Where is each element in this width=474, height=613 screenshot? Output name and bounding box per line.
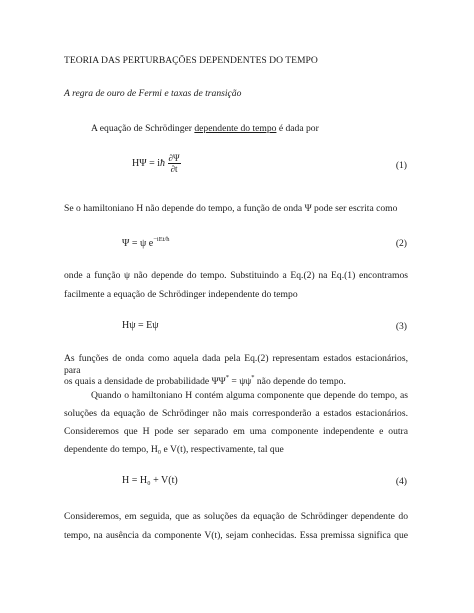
p4-before: os quais a densidade de probabilidade	[64, 376, 212, 387]
paragraph-1-after: é dada por	[276, 123, 319, 134]
eq1-lhs: HΨ = i	[132, 157, 161, 169]
p4-eq: = ψψ	[229, 376, 252, 387]
p4-star-2: *	[251, 374, 255, 381]
eq1-hbar: ħ	[160, 157, 166, 169]
p4-after: não depende do tempo.	[254, 376, 346, 387]
eq1-denominator: ∂t	[170, 164, 178, 174]
paragraph-3-line-2: facilmente a equação de Schrödinger independente do tempo	[64, 289, 298, 300]
paragraph-6-line-2: tempo, na ausência da componente V(t), sejam conhecidas. Essa premissa significa que	[64, 530, 408, 541]
paragraph-3-line-1: onde a função ψ não depende do tempo. Substituindo a Eq.(2) na Eq.(1) encontramos	[64, 270, 408, 281]
eq4-number: (4)	[395, 476, 407, 487]
equation-1	[132, 153, 181, 174]
subsection-title: A regra de ouro de Fermi e taxas de transição	[64, 88, 242, 99]
p4-star: *	[225, 374, 230, 381]
eq1-fraction	[168, 153, 181, 174]
section-title: TEORIA DAS PERTURBAÇÕES DEPENDENTES DO TEMPO	[64, 55, 318, 66]
paragraph-2: Se o hamiltoniano H não depende do tempo, a função de onda Ψ pode ser escrita como	[64, 203, 398, 214]
paragraph-4-line-2	[64, 372, 346, 388]
paragraph-5-line-1: Quando o hamiltoniano H contém alguma componente que depende do tempo, as	[91, 390, 408, 401]
eq2-number: (2)	[395, 238, 407, 249]
paragraph-1	[91, 123, 319, 135]
eq1-numerator: ∂Ψ	[168, 153, 180, 163]
paragraph-5-line-3: Consideremos que H pode ser separado em uma componente independente e outra	[64, 426, 408, 437]
equation-2	[122, 236, 170, 249]
eq1-number: (1)	[395, 160, 407, 171]
paragraph-5-line-4: dependente do tempo, H₀ e V(t), respectivamente, tal que	[64, 444, 284, 455]
equation-3: Hψ = Eψ	[122, 320, 159, 331]
paragraph-4-line-1: As funções de onda como aquela dada pela Eq.(2) representam estados estacionários, para	[64, 353, 408, 376]
paragraph-6-line-1: Consideremos, em seguida, que as soluções da equação de Schrödinger dependente do	[64, 511, 408, 522]
p4-math: ΨΨ	[211, 376, 226, 387]
link-dependente-do-tempo[interactable]: dependente do tempo	[194, 123, 277, 134]
eq2-exponent: −iEt/ħ	[153, 236, 170, 243]
paragraph-5-line-2: soluções da equação de Schrödinger não mais corresponderão a estados estacionários.	[64, 408, 408, 419]
equation-4: H = H₀ + V(t)	[122, 475, 178, 486]
eq2-lhs: Ψ = ψ e	[122, 238, 154, 249]
paragraph-1-before: A equação de Schrödinger	[91, 123, 195, 134]
eq3-number: (3)	[395, 321, 407, 332]
